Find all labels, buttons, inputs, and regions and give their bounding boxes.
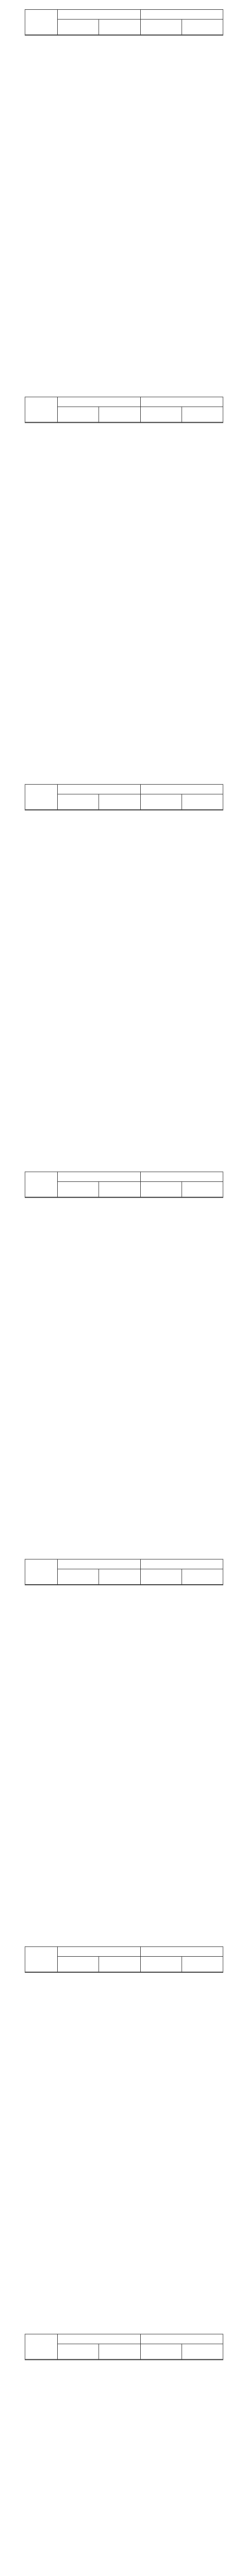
group-a-title <box>58 1172 140 1182</box>
cumulative-count-header <box>98 1569 140 1584</box>
segment-count-header <box>141 794 181 809</box>
page-3 <box>0 775 248 1162</box>
group-b-title <box>141 1172 223 1182</box>
table-header <box>25 10 223 35</box>
group-b-title <box>141 1560 223 1569</box>
table-header <box>25 397 223 422</box>
score-table <box>25 784 223 810</box>
score-column-header <box>25 785 58 809</box>
score-column-header <box>25 397 58 422</box>
subheader-row <box>141 794 223 809</box>
group-b-title <box>141 785 223 794</box>
table-header <box>25 1172 223 1197</box>
watermark <box>21 2504 217 2576</box>
page-4 <box>0 1162 248 1550</box>
score-table <box>25 9 223 36</box>
group-b-header <box>140 397 223 422</box>
group-b-header <box>140 785 223 809</box>
subheader-row <box>141 1569 223 1584</box>
group-b-header <box>140 1947 223 1972</box>
subheader-row <box>58 1957 140 1972</box>
segment-count-header <box>141 20 181 35</box>
page-2 <box>0 387 248 775</box>
segment-count-header <box>141 2344 181 2359</box>
subheader-row <box>58 407 140 422</box>
group-a-header <box>58 1172 140 1197</box>
group-a-header <box>58 785 140 809</box>
group-b-header <box>140 1172 223 1197</box>
subheader-row <box>58 794 140 809</box>
cumulative-count-header <box>181 1957 223 1972</box>
watermark <box>21 179 217 334</box>
score-table <box>25 2334 223 2360</box>
watermark <box>21 1729 217 1884</box>
subheader-row <box>58 2344 140 2359</box>
group-a-title <box>58 10 140 20</box>
watermark <box>21 2116 217 2271</box>
group-a-title <box>58 1947 140 1957</box>
segment-count-header <box>141 1182 181 1197</box>
group-b-title <box>141 10 223 20</box>
table-header <box>25 1947 223 1972</box>
segment-count-header <box>58 20 98 35</box>
score-table <box>25 397 223 423</box>
cumulative-count-header <box>181 1569 223 1584</box>
segment-count-header <box>141 1569 181 1584</box>
cumulative-count-header <box>181 2344 223 2359</box>
cumulative-count-header <box>98 2344 140 2359</box>
group-a-header <box>58 1560 140 1584</box>
page-1 <box>0 0 248 387</box>
segment-count-header <box>58 407 98 422</box>
table-header <box>25 2334 223 2360</box>
score-column-header <box>25 1560 58 1584</box>
group-a-title <box>58 2334 140 2344</box>
subheader-row <box>141 2344 223 2359</box>
subheader-row <box>141 20 223 35</box>
page-5 <box>0 1550 248 1937</box>
group-a-title <box>58 397 140 407</box>
page-7 <box>0 2325 248 2576</box>
cumulative-count-header <box>181 407 223 422</box>
subheader-row <box>58 20 140 35</box>
segment-count-header <box>58 1569 98 1584</box>
cumulative-count-header <box>181 794 223 809</box>
subheader-row <box>58 1569 140 1584</box>
group-a-title <box>58 1560 140 1569</box>
segment-count-header <box>141 1957 181 1972</box>
score-table <box>25 1559 223 1585</box>
watermark <box>21 567 217 721</box>
subheader-row <box>141 1957 223 1972</box>
cumulative-count-header <box>98 794 140 809</box>
segment-count-header <box>58 794 98 809</box>
subheader-row <box>141 407 223 422</box>
group-b-header <box>140 10 223 35</box>
segment-count-header <box>58 1182 98 1197</box>
group-b-title <box>141 1947 223 1957</box>
cumulative-count-header <box>181 20 223 35</box>
group-a-header <box>58 1947 140 1972</box>
watermark <box>21 954 217 1109</box>
score-column-header <box>25 1172 58 1197</box>
segment-count-header <box>58 1957 98 1972</box>
page-6 <box>0 1937 248 2325</box>
segment-count-header <box>58 2344 98 2359</box>
score-column-header <box>25 10 58 35</box>
score-table <box>25 1172 223 1198</box>
group-a-header <box>58 397 140 422</box>
group-b-title <box>141 397 223 407</box>
subheader-row <box>58 1182 140 1197</box>
cumulative-count-header <box>181 1182 223 1197</box>
cumulative-count-header <box>98 1182 140 1197</box>
table-header <box>25 1560 223 1585</box>
score-column-header <box>25 1947 58 1972</box>
score-table <box>25 1946 223 1973</box>
group-a-header <box>58 10 140 35</box>
group-a-title <box>58 785 140 794</box>
group-b-title <box>141 2334 223 2344</box>
watermark <box>21 1342 217 1496</box>
subheader-row <box>141 1182 223 1197</box>
table-header <box>25 785 223 810</box>
score-column-header <box>25 2334 58 2359</box>
segment-count-header <box>141 407 181 422</box>
group-a-header <box>58 2334 140 2359</box>
group-b-header <box>140 2334 223 2359</box>
group-b-header <box>140 1560 223 1584</box>
cumulative-count-header <box>98 407 140 422</box>
cumulative-count-header <box>98 1957 140 1972</box>
cumulative-count-header <box>98 20 140 35</box>
